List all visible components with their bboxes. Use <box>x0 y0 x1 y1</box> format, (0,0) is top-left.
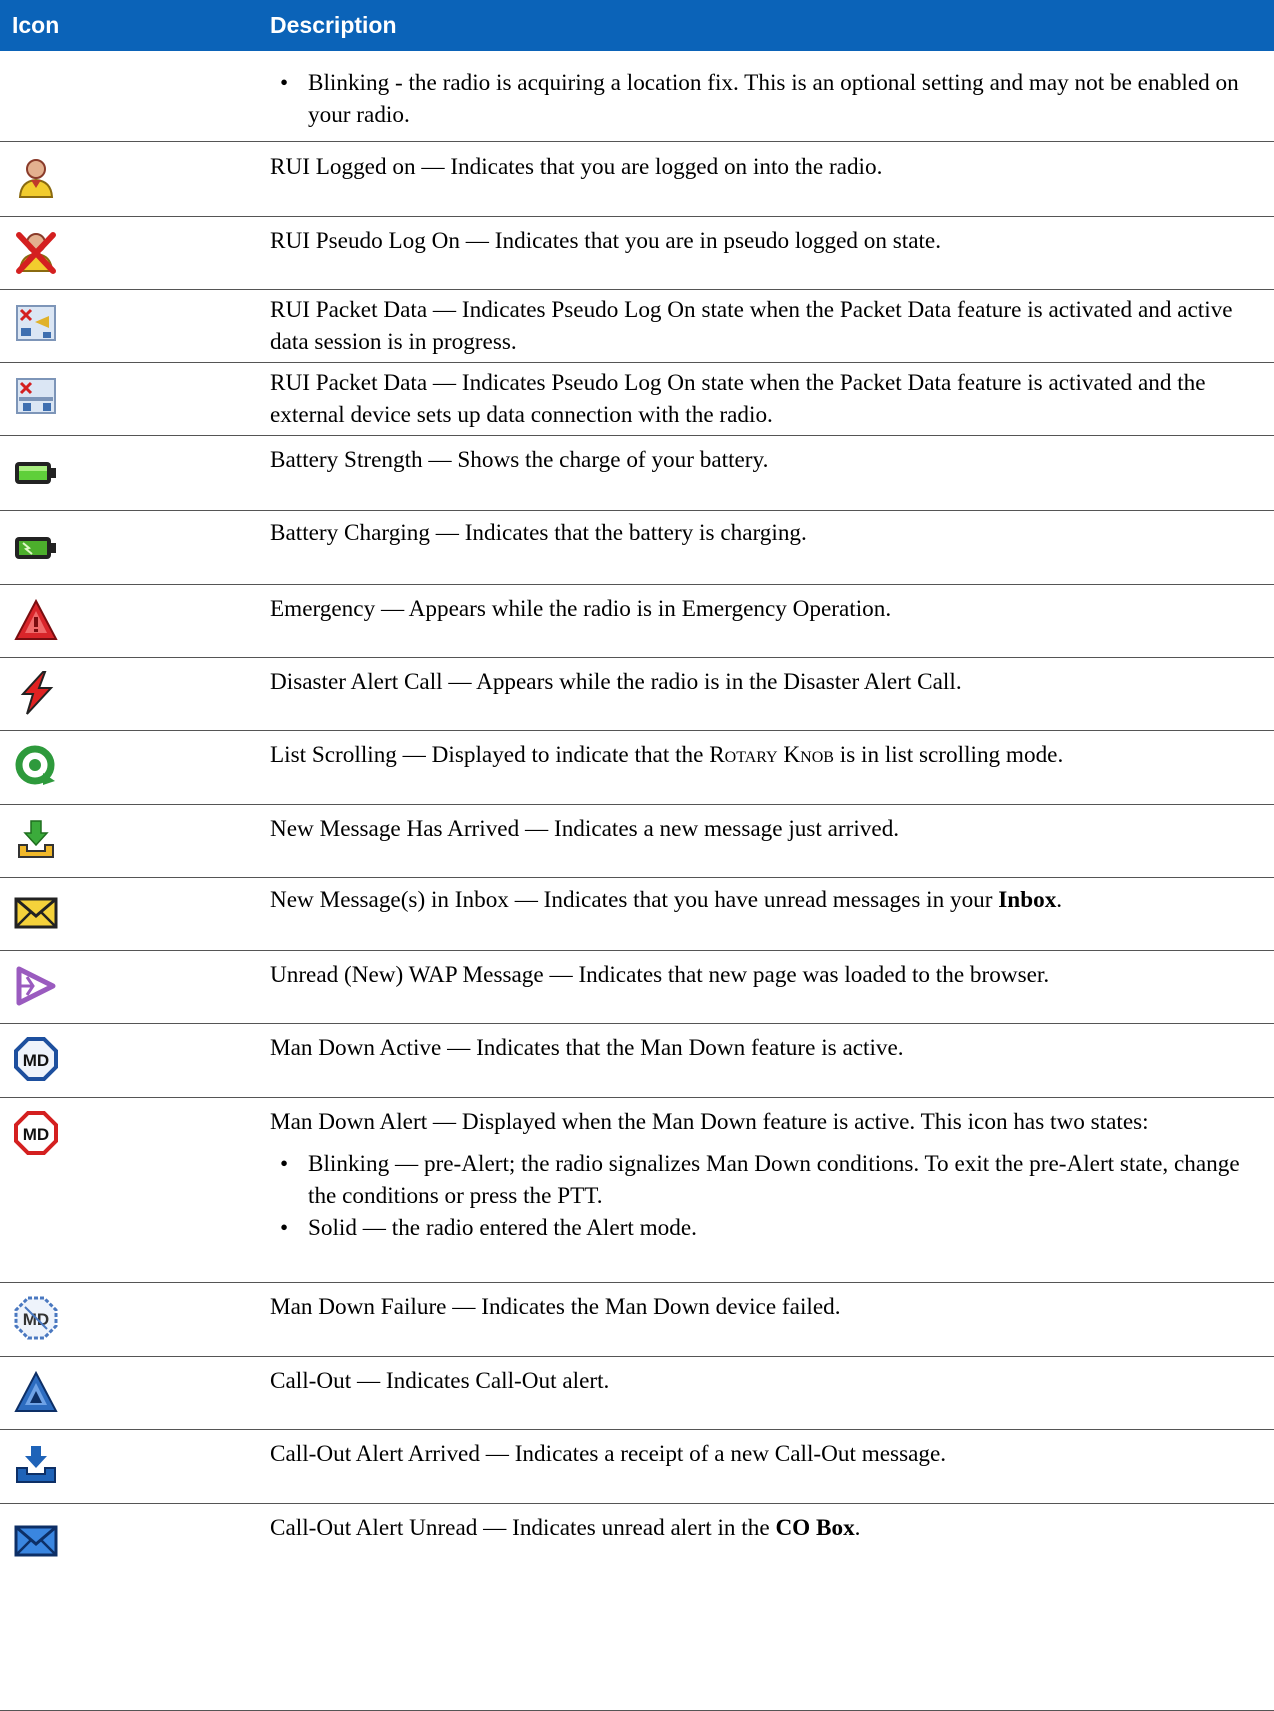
col-description-header: Description <box>270 12 397 38</box>
table-row <box>0 51 1274 142</box>
table-row <box>0 805 1274 878</box>
row-description: RUI Pseudo Log On — Indicates that you are in pseudo logged on state. <box>270 228 942 254</box>
table-row <box>0 1430 1274 1504</box>
call-out-arrived-icon <box>13 1442 59 1488</box>
table-row <box>0 658 1274 731</box>
table-row <box>0 1098 1274 1283</box>
row-description: List Scrolling — Displayed to indicate that the Rotary Knob is in list scrolling mode. <box>270 742 1064 768</box>
table-row <box>0 290 1274 363</box>
row-description: RUI Packet Data — Indicates Pseudo Log On state when the Packet Data feature is activated and active data session is in progress. <box>270 297 1233 355</box>
row-description: Emergency — Appears while the radio is in Emergency Operation. <box>270 596 892 622</box>
envelope-yellow-icon <box>13 890 59 936</box>
table-row <box>0 878 1274 951</box>
table-row <box>0 143 1274 217</box>
list-scrolling-icon <box>13 743 59 789</box>
row-description: Man Down Alert — Displayed when the Man Down feature is active. This icon has two states: • Blinking — pre-Alert; the radio signalizes Man Down conditions. To exit the pre-Alert state, change the conditions or press the PTT. • Solid — the radio entered the Alert mode. <box>270 1106 1260 1244</box>
table-row <box>0 1024 1274 1098</box>
table-row <box>0 436 1274 511</box>
battery-charging-icon <box>13 525 59 571</box>
table-row <box>0 1283 1274 1357</box>
message-arrived-icon <box>13 817 59 863</box>
row-description <box>270 67 1260 131</box>
col-icon-header: Icon <box>12 12 60 38</box>
table-row <box>0 951 1274 1024</box>
man-down-active-icon <box>13 1036 59 1082</box>
bullet-item: • Blinking - the radio is acquiring a location fix. This is an optional setting and may not be enabled on your radio. <box>270 67 1260 131</box>
svg-text:MD: MD <box>22 1310 50 1329</box>
table-row <box>0 585 1274 658</box>
row-description: Man Down Active — Indicates that the Man Down feature is active. <box>270 1035 904 1061</box>
row-description: Unread (New) WAP Message — Indicates that new page was loaded to the browser. <box>270 962 1050 988</box>
co-box-label: CO Box <box>775 1515 855 1541</box>
table-row <box>0 217 1274 290</box>
packet-data-active-icon <box>13 300 59 346</box>
row-description: Disaster Alert Call — Appears while the radio is in the Disaster Alert Call. <box>270 669 962 695</box>
table-row <box>0 731 1274 805</box>
row-description: Man Down Failure — Indicates the Man Down device failed. <box>270 1294 841 1320</box>
table-header <box>0 0 1274 51</box>
svg-text:MD: MD <box>22 1051 50 1070</box>
row-description: Battery Strength — Shows the charge of your battery. <box>270 447 769 473</box>
user-crossed-icon <box>13 229 59 275</box>
battery-icon <box>13 450 59 496</box>
row-description: New Message(s) in Inbox — Indicates that you have unread messages in your Inbox. <box>270 887 1063 913</box>
man-down-failure-icon <box>13 1295 59 1341</box>
man-down-alert-icon <box>13 1110 59 1156</box>
row-description: Call-Out Alert Arrived — Indicates a receipt of a new Call-Out message. <box>270 1441 947 1467</box>
user-logged-on-icon <box>13 155 59 201</box>
row-description: RUI Logged on — Indicates that you are logged on into the radio. <box>270 154 883 180</box>
inbox-label: Inbox <box>998 887 1057 913</box>
bullet-item: • Blinking — pre-Alert; the radio signalizes Man Down conditions. To exit the pre-Alert state, change the conditions or press the PTT. <box>270 1148 1260 1212</box>
table-row <box>0 1504 1274 1711</box>
table-row <box>0 1357 1274 1430</box>
table-row <box>0 363 1274 436</box>
rotary-knob-label: Rotary Knob <box>709 742 834 768</box>
svg-text:MD: MD <box>22 1125 50 1144</box>
wap-message-icon <box>13 963 59 1009</box>
row-description: Call-Out Alert Unread — Indicates unread alert in the CO Box. <box>270 1515 861 1541</box>
envelope-blue-icon <box>13 1518 59 1564</box>
row-description: Battery Charging — Indicates that the battery is charging. <box>270 520 807 546</box>
bullet-item: • Solid — the radio entered the Alert mode. <box>270 1212 1260 1244</box>
row-description: Call-Out — Indicates Call-Out alert. <box>270 1368 610 1394</box>
row-description: RUI Packet Data — Indicates Pseudo Log On state when the Packet Data feature is activated and the external device sets up data connection with the radio. <box>270 370 1206 428</box>
row-description: New Message Has Arrived — Indicates a new message just arrived. <box>270 816 900 842</box>
emergency-triangle-icon <box>13 597 59 643</box>
lightning-icon <box>13 670 59 716</box>
call-out-triangle-icon <box>13 1369 59 1415</box>
packet-data-connect-icon <box>13 373 59 419</box>
table-row <box>0 511 1274 585</box>
